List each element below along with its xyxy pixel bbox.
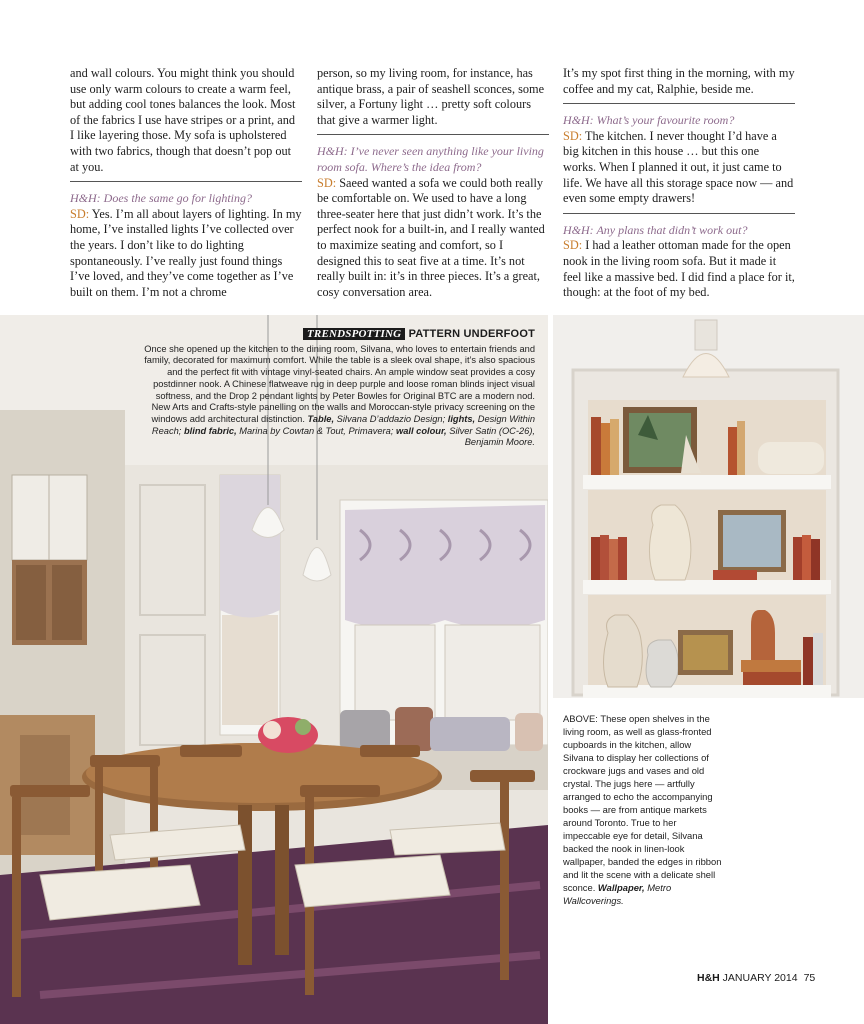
- paragraph: and wall colours. You might think you should use only warm colours to create a warm feel, but adding cool tones balances the look. Most of the fabrics I use have stripes or a print, and I like layering those. My sofa is upholstered with two fabrics, though that doesn’t pop out at you.: [70, 66, 296, 174]
- credit-label: lights,: [447, 413, 476, 424]
- answer: [70, 207, 302, 301]
- page-number: 75: [803, 972, 816, 984]
- answer: [563, 129, 795, 207]
- answer: [563, 238, 795, 300]
- credit-value: Silvana D’addazio Design;: [334, 413, 446, 424]
- divider: [563, 213, 795, 214]
- answer-text: Yes. I’m all about layers of lighting. In my home, I’ve installed lights I’ve collected over the years. I don’t like to do lighting spontaneously. I’ve really just found things I’ve loved, and they’ve come together as I’ve built on them. I’m not a chrome: [70, 206, 302, 299]
- question: H&H: What’s your favourite room?: [563, 113, 735, 128]
- caption-text: ABOVE: These open shelves in the living room, as well as glass-fronted cupboards in the kitchen, allow Silvana to display her collections of crockware jugs and vases and old crystal. The jugs here — artfully arranged to echo the accompanying books — are from antique markets around Toronto. True to her impeccable eye for detail, Silvana backed the nook in linen-look wallpaper, banded the edges in ribbon and lit the scene with a delicate shell sconce.: [563, 713, 722, 893]
- answer-text: The kitchen. I never thought I’d have a big kitchen in this house … but this one works. When I planned it out, it just came to life. We have all this storage space now — and even some empty drawers!: [563, 128, 794, 206]
- caption-text: Once she opened up the kitchen to the dining room, Silvana, who loves to entertain friends and family, decorated for maximum comfort. While the table is a sleek oval shape, it’s also spacious and the perfect fit with vintage vinyl-seated chairs. An ample window seat provides a cosy postdinner nook. A Chinese flatweave rug in deep purple and loose roman blinds inject visual softness, and the Drop 2 pendant lights by Peter Bowles for Original BTC are a modern nod. New Arts and Crafts-style panelling on the walls and Moroccan-style privacy screening on the windows add architectural distinction.: [144, 343, 535, 424]
- speaker-label: SD:: [317, 175, 337, 190]
- speaker-label: SD:: [563, 238, 583, 253]
- shelves-illustration: [553, 315, 864, 698]
- speaker-label: SD:: [563, 128, 583, 143]
- issue-date: JANUARY 2014: [719, 972, 798, 984]
- divider: [70, 181, 302, 182]
- caption-heading: [135, 329, 535, 341]
- credit-value: Metro Wallcoverings.: [563, 882, 672, 906]
- question: H&H: Does the same go for lighting?: [70, 191, 252, 206]
- speaker-label: SD:: [70, 206, 90, 221]
- paragraph: person, so my living room, for instance, has antique brass, a pair of seashell sconces, some silver, a Fortuny light … pretty soft colours that give a warmer light.: [317, 66, 545, 127]
- divider: [563, 103, 795, 104]
- caption-tagline: PATTERN UNDERFOOT: [408, 328, 535, 340]
- trendspotting-tag: TRENDSPOTTING: [303, 328, 405, 340]
- answer-text: I had a leather ottoman made for the open nook in the living room sofa. But it made it feel like a massive bed. I did find a place for it, though: at the foot of my bed.: [563, 238, 795, 300]
- paragraph: It’s my spot first thing in the morning, with my coffee and my cat, Ralphie, beside me.: [563, 66, 795, 96]
- credit-value: Design Within Reach;: [151, 413, 535, 436]
- answer: [317, 176, 549, 301]
- text-column-3: [563, 66, 795, 301]
- text-column-2: [317, 66, 549, 300]
- credit-label: wall colour,: [396, 425, 447, 436]
- question: H&H: Any plans that didn’t work out?: [563, 222, 748, 237]
- credit-label: Table,: [307, 413, 335, 424]
- page-folio: [697, 972, 815, 984]
- caption-body: [135, 344, 535, 449]
- shelves-photo: [553, 315, 864, 698]
- credit-label: blind fabric,: [183, 425, 237, 436]
- credit-value: Silver Satin (OC-26), Benjamin Moore.: [446, 425, 535, 448]
- text-column-1: [70, 66, 302, 300]
- divider: [317, 134, 549, 135]
- answer-text: Saeed wanted a sofa we could both really be comfortable on. We used to have a long three-seater here that just didn’t work. It’s the perfect nook for a built-in, and I really wanted to maximize seating and comfort, so I designed this to seat five at a time. It’s not really built in: it’s in three pieces. It’s a great, cosy conversation area.: [317, 175, 545, 299]
- magazine-brand: H&H: [697, 972, 720, 984]
- credit-label: Wallpaper,: [597, 882, 645, 893]
- dining-photo-caption: [135, 329, 535, 449]
- shelves-photo-caption: [563, 712, 723, 907]
- credit-value: Marina by Cowtan & Tout, Primavera;: [236, 425, 394, 436]
- question: H&H: I’ve never seen anything like your living room sofa. Where’s the idea from?: [317, 144, 544, 174]
